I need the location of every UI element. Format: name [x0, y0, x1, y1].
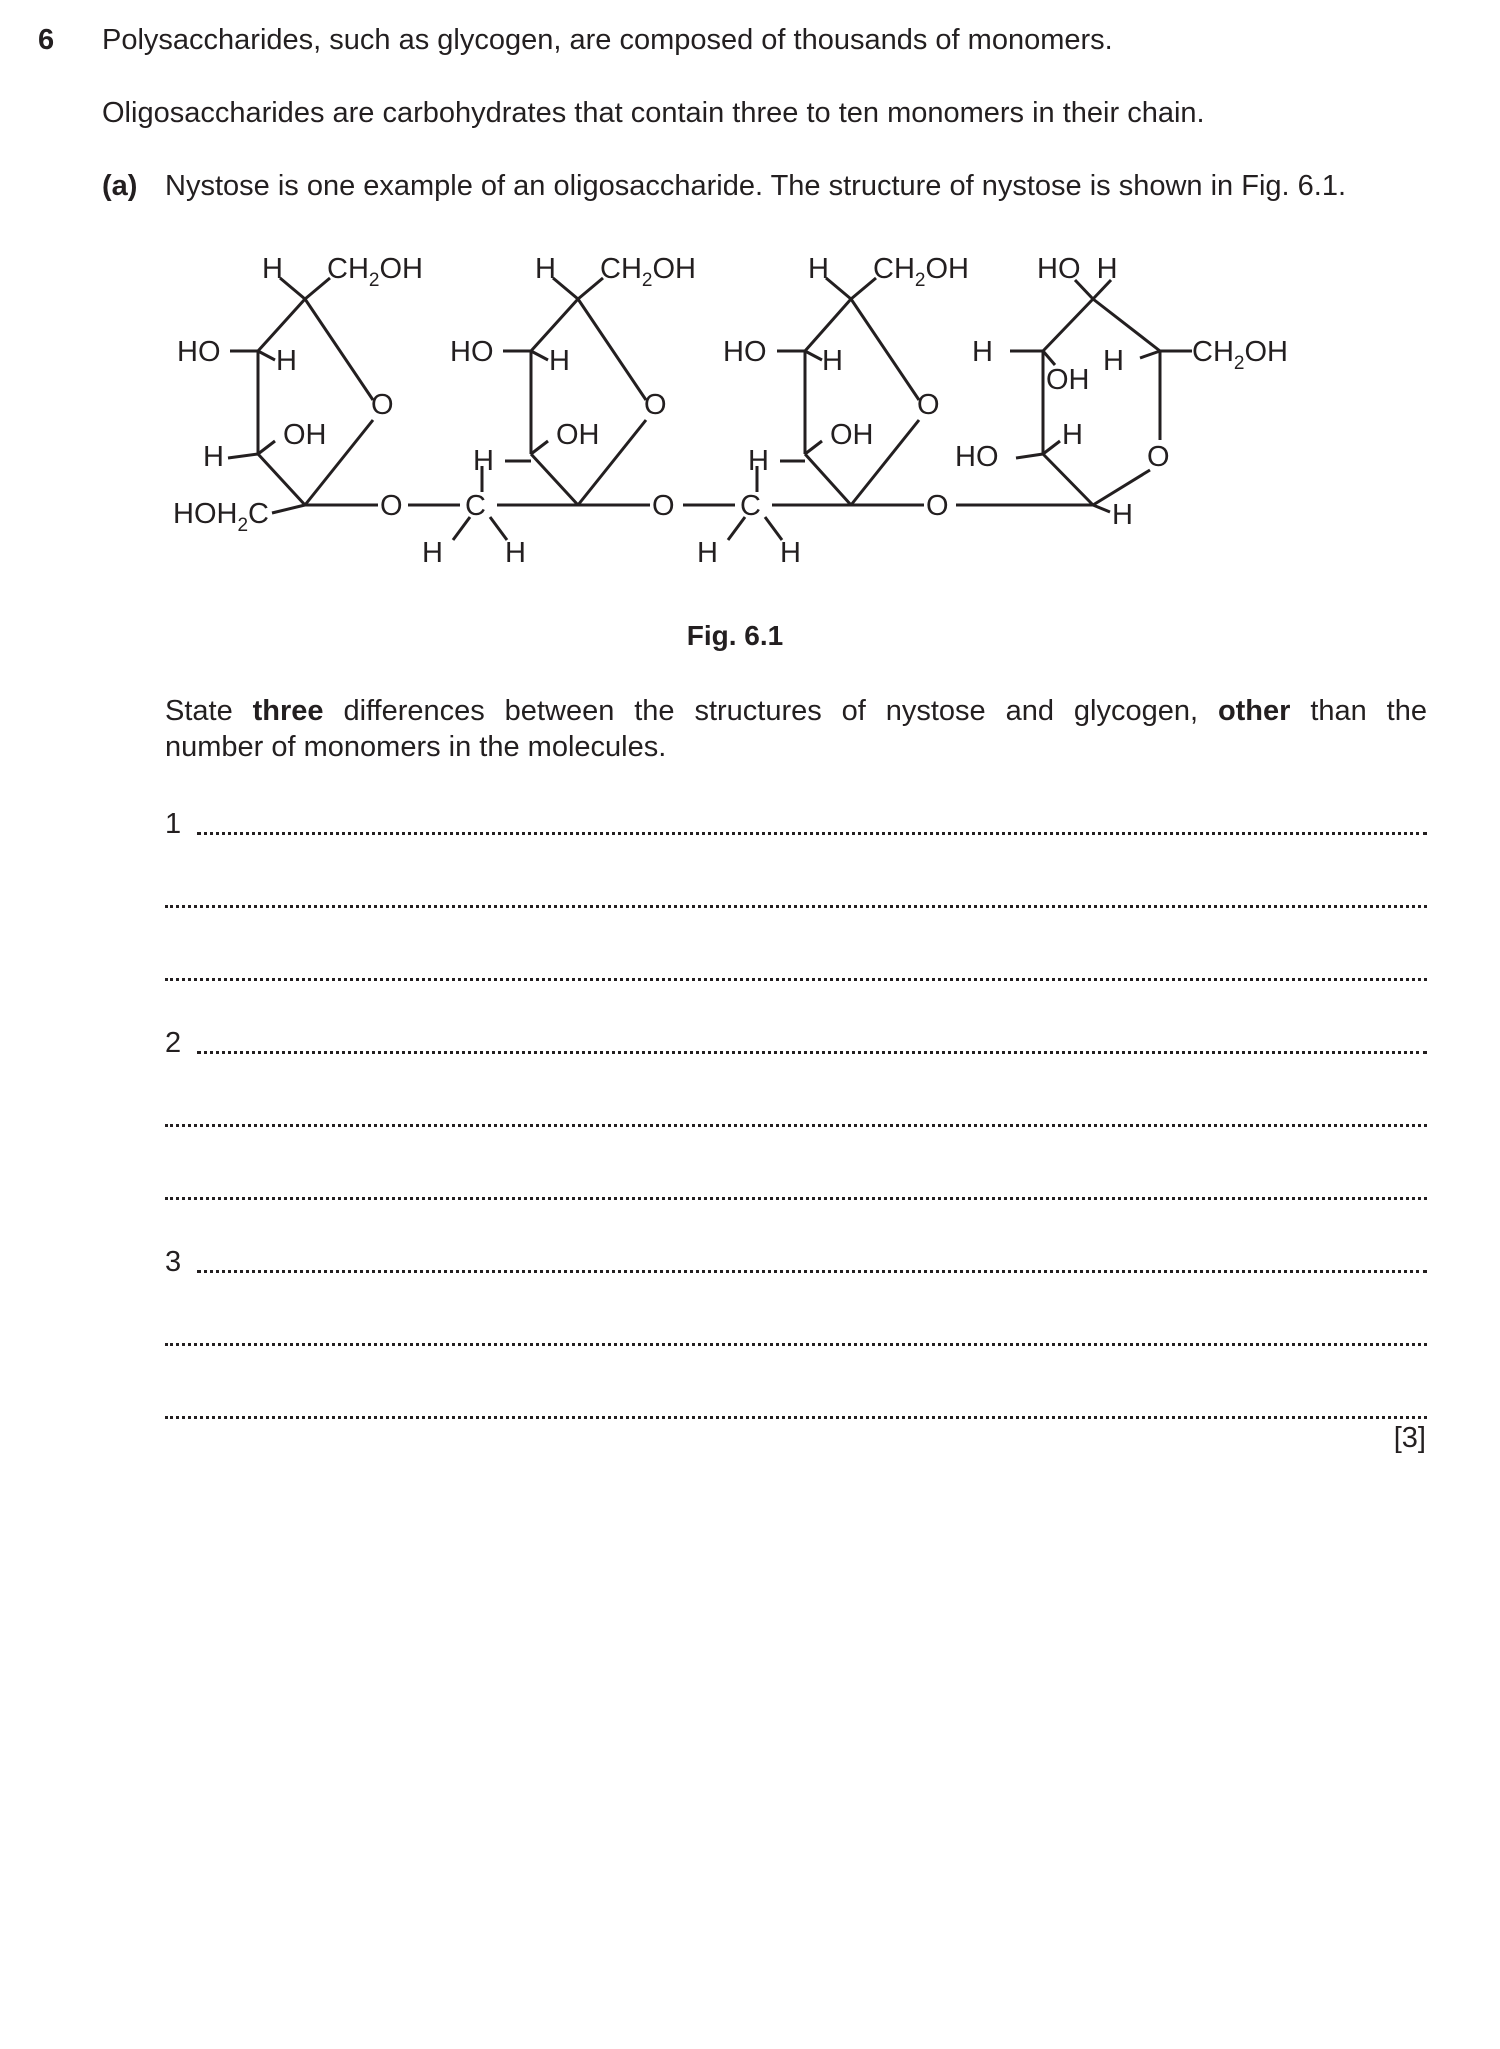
label-ring-o: O: [917, 389, 940, 421]
label-h: H: [1112, 499, 1133, 531]
answer-line[interactable]: [165, 1099, 1427, 1133]
label-h: H: [535, 253, 556, 285]
label-h: H: [808, 253, 829, 285]
label-ho: HO: [450, 336, 494, 368]
answer-line-2[interactable]: [165, 1026, 1427, 1060]
answer-line[interactable]: [165, 1172, 1427, 1206]
label-h: H: [822, 345, 843, 377]
instruction-line-1: State three differences between the structures of nystose and glycogen, other than the: [165, 695, 1427, 727]
part-text: Nystose is one example of an oligosaccharide. The structure of nystose is shown in Fig. 6.1.: [165, 170, 1347, 202]
nystose-structure-figure: [0, 0, 1500, 600]
label-ring-o: O: [644, 389, 667, 421]
label-h: H: [262, 253, 283, 285]
label-c: C: [465, 490, 486, 522]
answer-line-3[interactable]: [165, 1245, 1427, 1279]
label-h: H: [276, 345, 297, 377]
intro-line-2: Oligosaccharides are carbohydrates that contain three to ten monomers in their chain.: [102, 97, 1205, 129]
label-ho: HO: [723, 336, 767, 368]
label-hoh2c: $HOH_2C$: [173, 498, 269, 536]
answer-number-1: 1: [165, 808, 182, 840]
label-c: C: [740, 490, 761, 522]
intro-line-1: Polysaccharides, such as glycogen, are composed of thousands of monomers.: [102, 24, 1113, 56]
answer-line[interactable]: [165, 880, 1427, 914]
label-ch2oh: $CH_2OH$: [600, 253, 696, 291]
label-ch2oh: $CH_2OH$: [873, 253, 969, 291]
label-link-o: O: [652, 490, 675, 522]
label-h: H: [1103, 345, 1124, 377]
figure-caption: Fig. 6.1: [686, 620, 784, 651]
label-h: H: [549, 345, 570, 377]
label-ho: HO: [177, 336, 221, 368]
answer-line[interactable]: [165, 1318, 1427, 1352]
label-ch2oh: $CH_2OH$: [1192, 336, 1288, 374]
label-h: H: [697, 537, 718, 569]
label-h: H: [972, 336, 993, 368]
label-ho: HO: [955, 441, 999, 473]
label-h: H: [505, 537, 526, 569]
instruction-line-2: number of monomers in the molecules.: [165, 731, 667, 763]
label-h: H: [748, 445, 769, 477]
label-ch2oh: $CH_2OH$: [327, 253, 423, 291]
label-ring-o: O: [1147, 441, 1170, 473]
answer-line[interactable]: [165, 953, 1427, 987]
label-ho-h: HO H: [1037, 253, 1118, 285]
label-h: H: [203, 441, 224, 473]
answer-number-2: 2: [165, 1027, 182, 1059]
label-oh: OH: [556, 419, 600, 451]
label-ring-o: O: [371, 389, 394, 421]
answer-line-1[interactable]: [165, 807, 1427, 841]
question-number: 6: [38, 24, 55, 56]
label-link-o: O: [926, 490, 949, 522]
part-label: (a): [102, 170, 138, 202]
marks-allocation: [3]: [1393, 1422, 1426, 1454]
label-link-o: O: [380, 490, 403, 522]
label-h: H: [422, 537, 443, 569]
answer-number-3: 3: [165, 1246, 182, 1278]
label-h: H: [780, 537, 801, 569]
label-oh: OH: [283, 419, 327, 451]
label-oh: OH: [1046, 364, 1090, 396]
label-h: H: [473, 445, 494, 477]
label-h: H: [1062, 419, 1083, 451]
label-oh: OH: [830, 419, 874, 451]
answer-line[interactable]: [165, 1391, 1427, 1425]
